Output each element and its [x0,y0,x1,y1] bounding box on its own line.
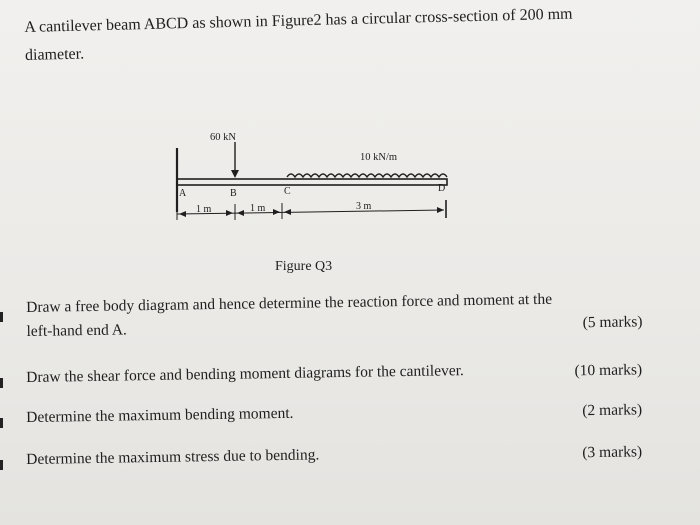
question-3 [26,396,666,430]
question-2 [26,356,666,390]
distributed-load [287,174,447,177]
question-4-text: Determine the maximum stress due to bending. [26,446,320,468]
list-bullet [0,312,3,322]
dimension-line [177,210,444,214]
question-2-text: Draw the shear force and bending moment diagrams for the cantilever. [26,362,464,386]
question-1-text-line-2: left-hand end A. [26,321,127,340]
dimension-arrowhead [273,209,280,215]
question-4 [26,438,666,472]
dimension-arrowhead [437,207,444,213]
dimension-arrowhead [179,211,186,217]
question-3-text: Determine the maximum bending moment. [26,404,294,426]
point-a-label: A [179,188,187,199]
beam-diagram [160,120,470,240]
figure-caption: Figure Q3 [275,259,333,274]
point-b-label: B [230,188,237,199]
dimension-label-bc: 1 m [250,203,266,214]
list-bullet [0,418,3,428]
question-1 [26,286,667,344]
question-1-text-line-1: Draw a free body diagram and hence determine the reaction force and moment at the [26,290,553,316]
dimension-label-ab: 1 m [196,204,212,215]
list-bullet [0,460,3,470]
dimension-arrowhead [226,210,233,216]
problem-statement-line-1: A cantilever beam ABCD as shown in Figure2 has a circular cross-section of 200 mm [24,5,573,36]
problem-statement [24,0,665,70]
dimension-label-cd: 3 m [356,201,372,212]
point-d-label: D [438,183,446,194]
point-load-label: 60 kN [210,132,236,143]
point-c-label: C [284,186,291,197]
list-bullet [0,378,3,388]
question-4-marks: (3 marks) [582,443,643,462]
beam [177,179,447,185]
problem-statement-line-2: diameter. [24,45,85,64]
dimension-arrowhead [237,210,244,216]
beam-figure [160,120,470,240]
dimension-arrowhead [284,209,291,215]
point-load-arrowhead [231,170,239,178]
question-1-marks: (5 marks) [582,313,643,332]
distributed-load-label: 10 kN/m [360,152,398,163]
question-3-marks: (2 marks) [582,401,643,420]
question-2-marks: (10 marks) [574,361,643,380]
